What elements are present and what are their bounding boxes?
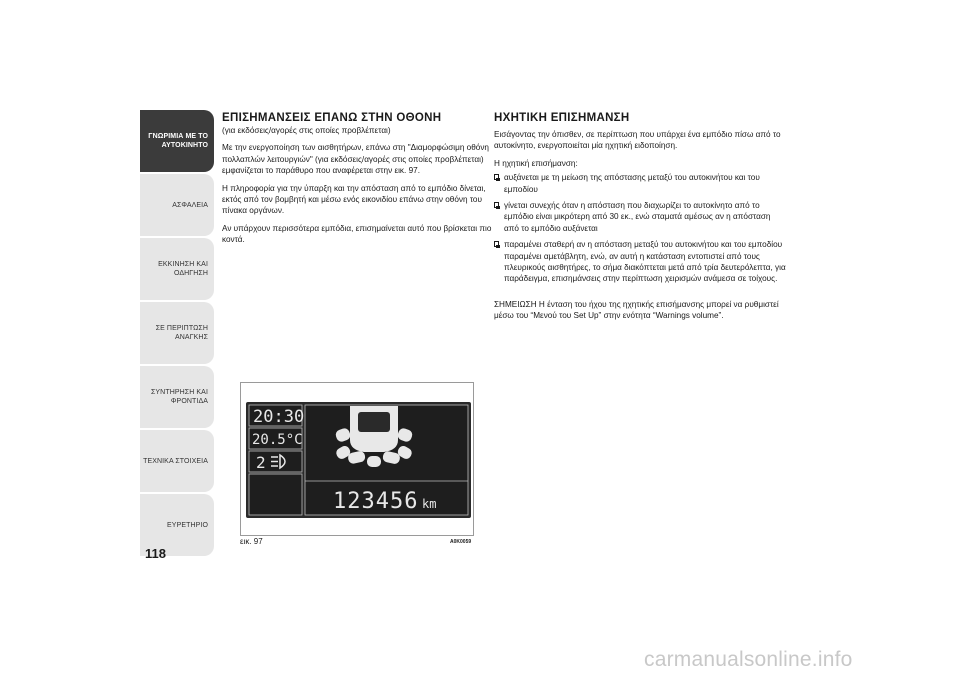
tab-getting-to-know[interactable]: ΓΝΩΡΙΜΙΑ ΜΕ ΤΟ ΑΥΤΟΚΙΝΗΤΟ [140,110,214,172]
section-tabs [140,110,214,558]
right-column [494,112,786,328]
odometer-readout: 123456 [333,489,419,514]
car-rear-icon [350,406,398,452]
section-subheading: (για εκδόσεις/αγορές στις οποίες προβλέπεται) [222,126,391,135]
instrument-display [246,402,471,518]
watermark: carmanualsonline.info [644,648,853,671]
odometer-unit: km [422,497,437,511]
tab-index[interactable]: ΕΥΡΕΤΗΡΙΟ [140,494,214,556]
paragraph: Η πληροφορία για την ύπαρξη και την απόσταση από το εμπόδιο δίνεται, εκτός από τον βομβητή και μέσω ενός εικονιδίου επάνω στην οθόνη του πίνακα οργάνων. [222,183,486,216]
display-graphic [246,402,471,518]
paragraph: Εισάγοντας την όπισθεν, σε περίπτωση που υπάρχει ένα εμπόδιο πίσω από το αυτοκίνητο, ενεργοποιείται μία ηχητική ειδοποίηση. [494,130,781,151]
figure-97 [240,382,474,536]
list-item: γίνεται συνεχής όταν η απόσταση που διαχωρίζει το αυτοκίνητο από το εμπόδιο είναι μικρότερη από 30 εκ., ενώ σταματά αμέσως αν η απόσταση από το εμπόδιο αυξάνεται [494,200,786,234]
section-heading: ΕΠΙΣΗΜΑΝΣΕΙΣ ΕΠΑΝΩ ΣΤΗΝ ΟΘΟΝΗ [222,112,442,124]
tab-safety[interactable]: ΑΣΦΑΛΕΙΑ [140,174,214,236]
checkbox-bullet-icon [494,202,499,208]
checkbox-bullet-icon [494,174,499,180]
tab-starting-driving[interactable]: ΕΚΚΙΝΗΣΗ ΚΑΙ ΟΔΗΓΗΣΗ [140,238,214,300]
tab-maintenance[interactable]: ΣΥΝΤΗΡΗΣΗ ΚΑΙ ΦΡΟΝΤΙΔΑ [140,366,214,428]
paragraph: Η ηχητική επισήμανση: [494,158,578,168]
paragraph: Με την ενεργοποίηση των αισθητήρων, επάνω στη "Διαμορφώσιμη οθόνη πολλαπλών λειτουργιών" (για εκδόσεις/αγορές στις οποίες προβλέπεται) εμφανίζεται το παράθυρο που αναφέρεται στην εικ. 97. [222,143,489,176]
note: ΣΗΜΕΙΩΣΗ Η ένταση του ήχου της ηχητικής επισήμανσης μπορεί να ρυθμιστεί μέσω του “Μενού του Set Up” στην ενότητα “Warnings volume”. [494,299,779,321]
clock-readout: 20:30 [253,407,305,427]
tab-emergency[interactable]: ΣΕ ΠΕΡΙΠΤΩΣΗ ΑΝΑΓΚΗΣ [140,302,214,364]
list-item: παραμένει σταθερή αν η απόσταση μεταξύ του αυτοκινήτου και του εμποδίου παραμένει αμετάβλητη, ενώ, αν αυτή η κατάσταση εντοπιστεί από τους πλευρικούς αισθητήρες, το σήμα διακόπτεται μετά από τρία δευτερόλεπτα, για παράδειγμα, επισημάνσεις στην περίπτωση χειρισμών ανάμεσα σε τοίχους. [494,239,786,285]
figure-code: A0K0059 [450,539,472,545]
tab-technical-data[interactable]: ΤΕΧΝΙΚΑ ΣΤΟΙΧΕΙΑ [140,430,214,492]
figure-caption: εικ. 97 [240,537,263,546]
left-column [222,112,492,252]
paragraph: Αν υπάρχουν περισσότερα εμπόδια, επισημαίνεται αυτό που βρίσκεται πιο κοντά. [222,223,492,245]
checkbox-bullet-icon [494,241,499,247]
gear-indicator: 2 [256,453,266,472]
section-heading: ΗΧΗΤΙΚΗ ΕΠΙΣΗΜΑΝΣΗ [494,112,630,124]
temperature-readout: 20.5°C [252,432,303,448]
list-item: αυξάνεται με τη μείωση της απόστασης μεταξύ του αυτοκινήτου και του εμποδίου [494,172,786,195]
page-number: 118 [145,546,166,561]
